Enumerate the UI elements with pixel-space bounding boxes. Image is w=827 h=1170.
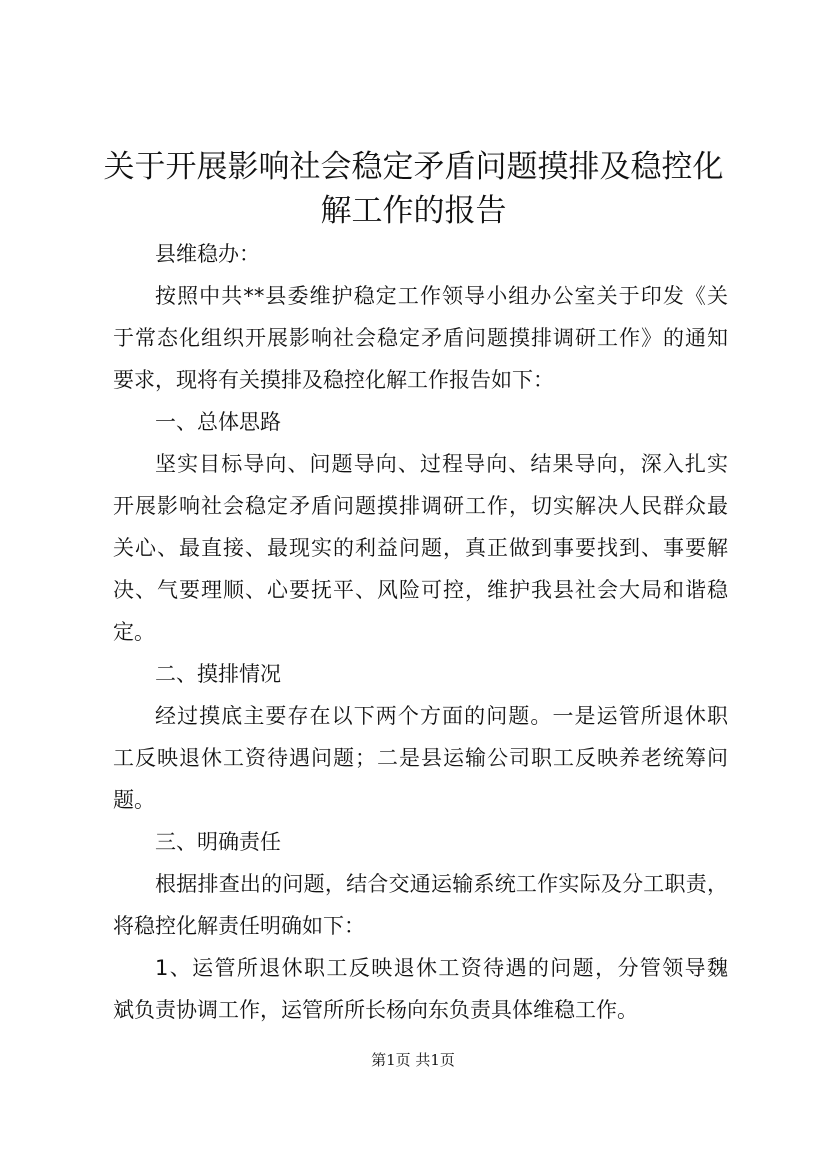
paragraph-line: 根据排查出的问题，结合交通运输系统工作实际及分工职责， bbox=[155, 872, 728, 896]
paragraph-line: 关心、最直接、最现实的利益问题，真正做到事要找到、事要解 bbox=[113, 536, 728, 560]
paragraph-line: 决、气要理顺、心要抚平、风险可控，维护我县社会大局和谐稳 bbox=[113, 578, 728, 602]
paragraph-line: 将稳控化解责任明确如下： bbox=[113, 914, 365, 938]
paragraph-line: 定。 bbox=[113, 620, 155, 644]
paragraph-line: 题。 bbox=[113, 788, 155, 812]
page-footer: 第1页 共1页 bbox=[371, 1051, 455, 1069]
section-heading: 一、总体思路 bbox=[155, 410, 281, 434]
section-heading: 三、明确责任 bbox=[155, 830, 281, 854]
paragraph-line: 按照中共**县委维护稳定工作领导小组办公室关于印发《关 bbox=[155, 284, 728, 308]
paragraph-line: 1、运管所退休职工反映退休工资待遇的问题，分管领导魏 bbox=[155, 956, 728, 980]
paragraph-line: 坚实目标导向、问题导向、过程导向、结果导向，深入扎实 bbox=[155, 452, 728, 476]
paragraph-line: 工反映退休工资待遇问题；二是县运输公司职工反映养老统筹问 bbox=[113, 746, 728, 770]
salutation: 县维稳办： bbox=[155, 242, 260, 266]
section-heading: 二、摸排情况 bbox=[155, 662, 281, 686]
paragraph-line: 开展影响社会稳定矛盾问题摸排调研工作，切实解决人民群众最 bbox=[113, 494, 728, 518]
paragraph-line: 斌负责协调工作，运管所所长杨向东负责具体维稳工作。 bbox=[113, 998, 638, 1022]
paragraph-line: 经过摸底主要存在以下两个方面的问题。一是运管所退休职 bbox=[155, 704, 728, 728]
document-title-line-2: 解工作的报告 bbox=[320, 193, 507, 229]
paragraph-line: 要求，现将有关摸排及稳控化解工作报告如下： bbox=[113, 368, 554, 392]
paragraph-line: 于常态化组织开展影响社会稳定矛盾问题摸排调研工作》的通知 bbox=[113, 326, 728, 350]
document-title-line-1: 关于开展影响社会稳定矛盾问题摸排及稳控化 bbox=[103, 149, 724, 185]
